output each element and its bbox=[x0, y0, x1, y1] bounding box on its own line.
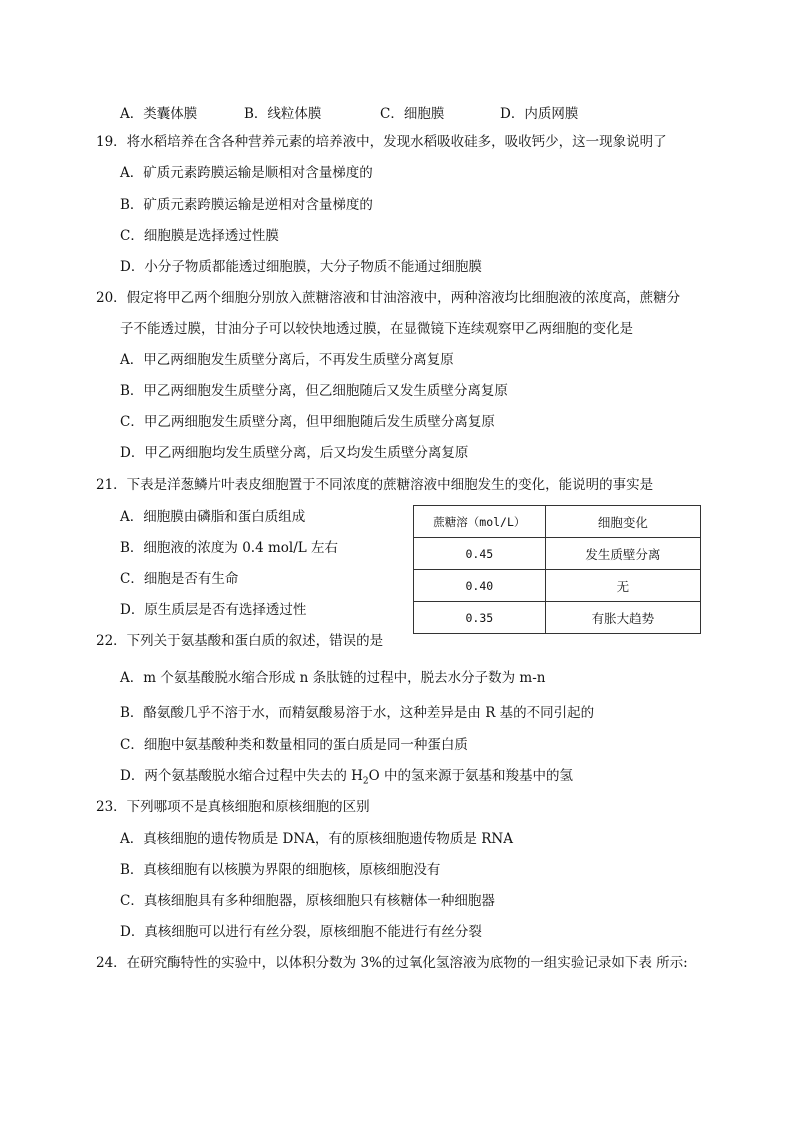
table-row bbox=[414, 570, 701, 602]
q20-stem-line1: 20．假定将甲乙两个细胞分别放入蔗糖溶液和甘油溶液中，两种溶液均比细胞液的浓度高，蔗糖分 bbox=[96, 290, 681, 306]
q22-option-c: C．细胞中氨基酸种类和数量相同的蛋白质是同一种蛋白质 bbox=[120, 737, 468, 753]
q23-option-d: D．真核细胞可以进行有丝分裂，原核细胞不能进行有丝分裂 bbox=[120, 924, 482, 940]
q19-option-c: C．细胞膜是选择透过性膜 bbox=[120, 228, 279, 244]
table-cell: 发生质壁分离 bbox=[545, 538, 700, 570]
q22-option-d-text: D．两个氨基酸脱水缩合过程中失去的 H bbox=[120, 768, 363, 784]
table-cell: 有胀大趋势 bbox=[545, 602, 700, 634]
q21-option-a: A．细胞膜由磷脂和蛋白质组成 bbox=[120, 509, 306, 525]
q18-option-b: B．线粒体膜 bbox=[244, 106, 322, 122]
table-cell: 0.35 bbox=[414, 602, 546, 634]
q22-stem: 22．下列关于氨基酸和蛋白质的叙述，错误的是 bbox=[96, 633, 384, 649]
q19-option-a: A．矿质元素跨膜运输是顺相对含量梯度的 bbox=[120, 165, 373, 181]
q20-option-b: B．甲乙两细胞发生质壁分离，但乙细胞随后又发生质壁分离复原 bbox=[120, 383, 508, 399]
table-header-concentration: 蔗糖溶（mol/L） bbox=[414, 506, 546, 538]
q21-option-c: C．细胞是否有生命 bbox=[120, 571, 239, 587]
q20-option-c: C．甲乙两细胞发生质壁分离，但甲细胞随后发生质壁分离复原 bbox=[120, 414, 495, 430]
q22-option-d bbox=[120, 767, 573, 791]
q18-option-c: C．细胞膜 bbox=[380, 106, 445, 122]
q23-stem: 23．下列哪项不是真核细胞和原核细胞的区别 bbox=[96, 799, 370, 815]
q23-option-c: C．真核细胞具有多种细胞器，原核细胞只有核糖体一种细胞器 bbox=[120, 893, 495, 909]
table-cell: 无 bbox=[545, 570, 700, 602]
table-row bbox=[414, 602, 701, 634]
q21-option-b: B．细胞液的浓度为 0.4 mol/L 左右 bbox=[120, 540, 339, 556]
q19-stem: 19．将水稻培养在含各种营养元素的培养液中，发现水稻吸收硅多，吸收钙少，这一现象说明了 bbox=[96, 134, 667, 150]
q23-option-b: B．真核细胞有以核膜为界限的细胞核，原核细胞没有 bbox=[120, 862, 441, 878]
q22-option-d-subscript: 2 bbox=[362, 776, 369, 787]
table-row bbox=[414, 538, 701, 570]
q24-stem: 24．在研究酶特性的实验中，以体积分数为 3%的过氧化氢溶液为底物的一组实验记录如下表 所示: bbox=[96, 955, 688, 971]
q22-option-d-text-end: O 中的氢来源于氨基和羧基中的氢 bbox=[368, 768, 573, 784]
table-cell: 0.45 bbox=[414, 538, 546, 570]
q18-option-a: A．类囊体膜 bbox=[120, 106, 198, 122]
q23-option-a: A．真核细胞的遗传物质是 DNA，有的原核细胞遗传物质是 RNA bbox=[120, 831, 513, 847]
q18-option-d: D．内质网膜 bbox=[500, 106, 579, 122]
q21-stem: 21．下表是洋葱鳞片叶表皮细胞置于不同浓度的蔗糖溶液中细胞发生的变化，能说明的事实是 bbox=[96, 477, 654, 493]
q22-option-b: B．酪氨酸几乎不溶于水，而精氨酸易溶于水，这种差异是由 R 基的不同引起的 bbox=[120, 705, 595, 721]
q20-option-d: D．甲乙两细胞均发生质壁分离，后又均发生质壁分离复原 bbox=[120, 445, 469, 461]
table-row bbox=[414, 506, 701, 538]
q19-option-b: B．矿质元素跨膜运输是逆相对含量梯度的 bbox=[120, 197, 373, 213]
q21-table bbox=[413, 505, 701, 634]
table-header-change: 细胞变化 bbox=[545, 506, 700, 538]
q20-option-a: A．甲乙两细胞发生质壁分离后，不再发生质壁分离复原 bbox=[120, 352, 454, 368]
q19-option-d: D．小分子物质都能透过细胞膜，大分子物质不能通过细胞膜 bbox=[120, 259, 482, 275]
q20-stem-line2: 子不能透过膜，甘油分子可以较快地透过膜，在显微镜下连续观察甲乙两细胞的变化是 bbox=[120, 321, 633, 337]
q22-option-a: A．m 个氨基酸脱水缩合形成 n 条肽链的过程中，脱去水分子数为 m-n bbox=[120, 670, 546, 686]
q21-option-d: D．原生质层是否有选择透过性 bbox=[120, 602, 307, 618]
table-cell: 0.40 bbox=[414, 570, 546, 602]
